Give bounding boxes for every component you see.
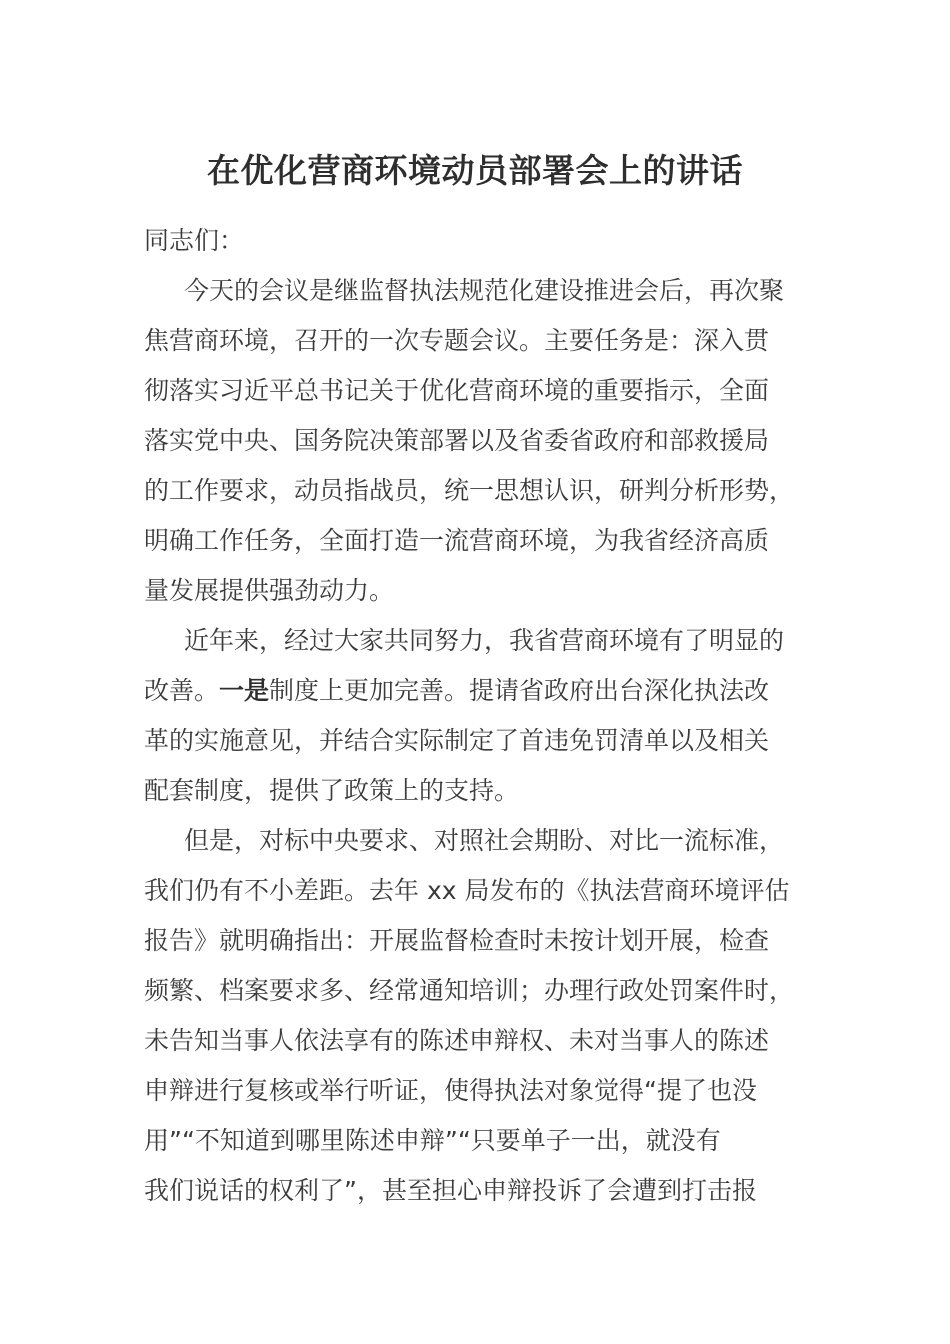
paragraph-2-line: 配套制度，提供了政策上的支持。 xyxy=(144,776,520,805)
paragraph-3-line: 未告知当事人依法享有的陈述申辩权、未对当事人的陈述 xyxy=(144,1026,770,1055)
paragraph-2-line xyxy=(144,666,824,716)
paragraph-1-line: 焦营商环境，召开的一次专题会议。主要任务是：深入贯 xyxy=(144,326,770,355)
document-title: 在优化营商环境动员部署会上的讲话 xyxy=(207,151,743,190)
bold-emphasis: 一是 xyxy=(219,676,270,705)
paragraph-2-line: 近年来，经过大家共同努力，我省营商环境有了明显的 xyxy=(184,626,785,655)
paragraph-3-line: 频繁、档案要求多、经常通知培训；办理行政处罚案件时， xyxy=(144,976,795,1005)
paragraph-3-line: 用”“不知道到哪里陈述申辩”“只要单子一出，就没有 xyxy=(144,1126,721,1155)
paragraph-1-line: 落实党中央、国务院决策部署以及省委省政府和部救援局 xyxy=(144,426,770,455)
paragraph-1-line: 今天的会议是继监督执法规范化建设推进会后，再次聚 xyxy=(184,276,785,305)
document-body xyxy=(144,216,824,1216)
paragraph-3-line: 申辩进行复核或举行听证，使得执法对象觉得“提了也没 xyxy=(144,1076,757,1105)
paragraph-2-text: 改善。 xyxy=(144,676,220,705)
paragraph-2-text: 制度上更加完善。提请省政府出台深化执法改 xyxy=(269,676,770,705)
paragraph-1-line: 量发展提供强劲动力。 xyxy=(144,576,395,605)
paragraph-1-line: 明确工作任务，全面打造一流营商环境，为我省经济高质 xyxy=(144,526,770,555)
paragraph-2-line: 革的实施意见，并结合实际制定了首违免罚清单以及相关 xyxy=(144,726,770,755)
paragraph-3-line: 我们仍有不小差距。去年 xx 局发布的《执法营商环境评估 xyxy=(144,876,790,905)
paragraph-1-line: 的工作要求，动员指战员，统一思想认识，研判分析形势， xyxy=(144,476,795,505)
paragraph-3-line: 报告》就明确指出：开展监督检查时未按计划开展，检查 xyxy=(144,926,770,955)
paragraph-3-line: 我们说话的权利了”，甚至担心申辩投诉了会遭到打击报 xyxy=(144,1176,757,1205)
salutation: 同志们： xyxy=(144,226,245,255)
paragraph-1-line: 彻落实习近平总书记关于优化营商环境的重要指示，全面 xyxy=(144,376,770,405)
paragraph-3-line: 但是，对标中央要求、对照社会期盼、对比一流标准， xyxy=(184,826,785,855)
